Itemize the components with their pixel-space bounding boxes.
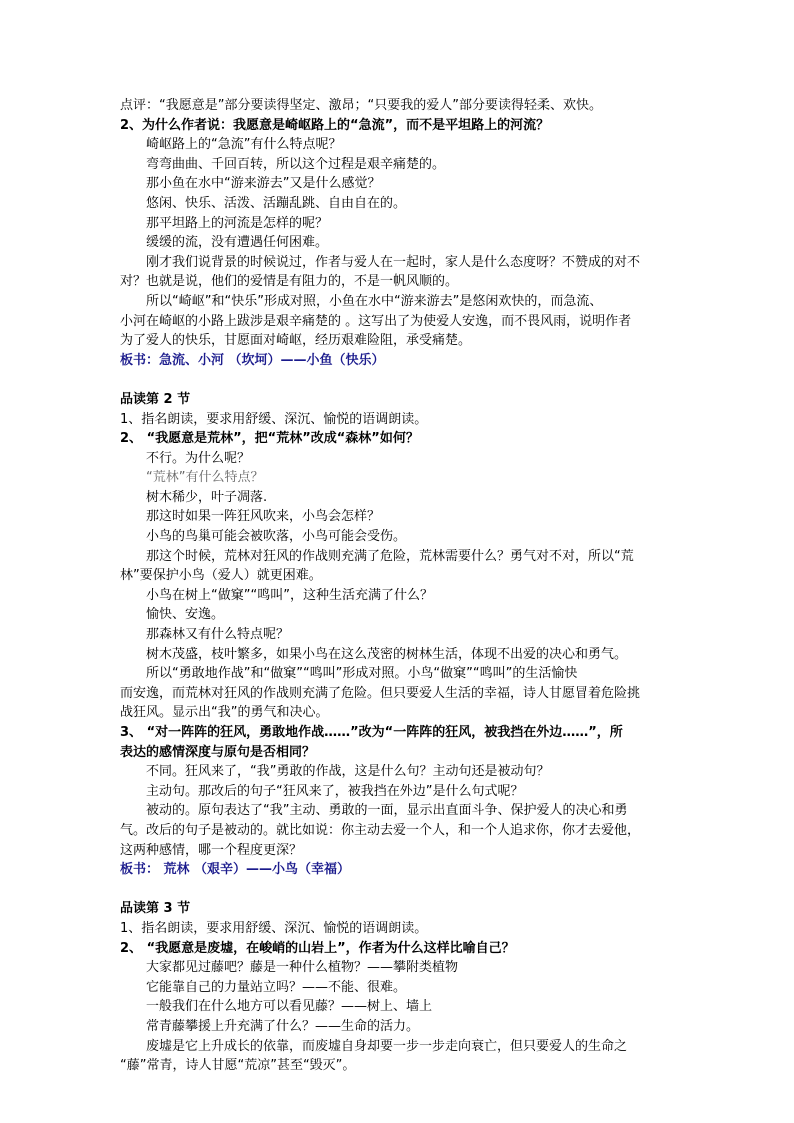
text-line: 树木茂盛，枝叶繁多，如果小鸟在这么茂密的树林生活，体现不出爱的决心和勇气。: [146, 646, 628, 662]
text-line: 树木稀少，叶子凋落.: [146, 489, 268, 505]
text-line: 小鸟在树上“做窠”“鸣叫”，这种生活充满了什么？: [146, 587, 433, 603]
text-line: 那森林又有什么特点呢？: [146, 627, 290, 643]
heading-line: 表达的感情深度与原句是否相同？: [120, 744, 316, 760]
text-line: 废墟是它上升成长的依靠，而废墟自身却要一步一步走向衰亡，但只要爱人的生命之: [146, 1038, 628, 1054]
text-line: 那小鱼在水中“游来游去”又是什么感觉？: [146, 176, 381, 192]
text-line: “藤”常青，诗人甘愿“荒凉”甚至“毁灭”。: [120, 1058, 356, 1074]
heading-line: 品读第 2 节: [120, 391, 191, 407]
board-note-line: 板书：急流、小河 （坎坷）——小鱼（快乐）: [120, 352, 385, 368]
heading-line: 品读第 3 节: [120, 901, 191, 917]
text-line: 被动的。原句表达了“我”主动、勇敢的一面，显示出直面斗争、保护爱人的决心和勇: [146, 803, 628, 819]
text-line: 这两种感情，哪一个程度更深？: [120, 842, 303, 858]
text-line: 不同。狂风来了，“我”勇敢的作战，这是什么句？主动句还是被动句？: [146, 764, 550, 780]
heading-line: 2、为什么作者说：我愿意是崎岖路上的“急流”，而不是平坦路上的河流？: [120, 117, 550, 133]
text-line: 不行。为什么呢？: [146, 450, 251, 466]
heading-line: 3、 “对一阵阵的狂风，勇敢地作战……”改为“一阵阵的狂风，被我挡在外边……”，所: [120, 725, 623, 740]
text-line: 小河在崎岖的小路上跋涉是艰辛痛楚的 。这写出了为使爱人安逸，而不畏风雨，说明作者: [120, 313, 632, 329]
text-line: 它能靠自己的力量站立吗？——不能、很难。: [146, 979, 407, 995]
text-line: 对？也就是说，他们的爱情是有阻力的，不是一帆风顺的。: [120, 274, 459, 290]
heading-line: 2、 “我愿意是废墟，在峻峭的山岩上”，作者为什么这样比喻自己？: [120, 940, 515, 956]
text-line: 小鸟的鸟巢可能会被吹落，小鸟可能会受伤。: [146, 529, 407, 545]
blank-line: [120, 880, 680, 900]
text-line: 气。改后的句子是被动的。就比如说：你主动去爱一个人，和一个人追求你，你才去爱他，: [120, 822, 641, 838]
text-line: 那这个时候，荒林对狂风的作战则充满了危险，荒林需要什么？勇气对不对，所以“荒: [146, 548, 634, 564]
document-page: [120, 96, 680, 1076]
text-line: 那平坦路上的河流是怎样的呢？: [146, 215, 329, 231]
text-line: 主动句。那改后的句子“狂风来了，被我挡在外边”是什么句式呢？: [146, 783, 524, 799]
text-line: 1、指名朗读，要求用舒缓、深沉、愉悦的语调朗读。: [120, 920, 428, 936]
text-line: 愉快、安逸。: [146, 607, 225, 623]
text-line: 战狂风。显示出“我”的勇气和决心。: [120, 705, 329, 721]
text-line: 弯弯曲曲、千回百转，所以这个过程是艰辛痛楚的。: [146, 156, 446, 172]
heading-line: 2、 “我愿意是荒林”，把“荒林”改成“森林”如何？: [120, 431, 419, 447]
text-line: 点评：“我愿意是”部分要读得坚定、激昂；“只要我的爱人”部分要读得轻柔、欢快。: [120, 98, 602, 113]
text-line: 常青藤攀援上升充满了什么？——生命的活力。: [146, 1018, 420, 1034]
text-line: 所以“崎岖”和“快乐”形成对照，小鱼在水中“游来游去”是悠闲欢快的，而急流、: [146, 293, 603, 309]
text-line: 而安逸，而荒林对狂风的作战则充满了危险。但只要爱人生活的幸福，诗人甘愿冒着危险挑: [120, 685, 641, 701]
board-note-line: 板书： 荒林 （艰辛）——小鸟（幸福）: [120, 862, 351, 878]
text-line: 一般我们在什么地方可以看见藤？——树上、墙上: [146, 999, 433, 1015]
text-line: 那这时如果一阵狂风吹来，小鸟会怎样？: [146, 509, 381, 525]
text-line: 为了爱人的快乐，甘愿面对崎岖，经历艰难险阻，承受痛楚。: [120, 333, 472, 349]
text-line: 所以“勇敢地作战”和“做窠”“鸣叫”形成对照。小鸟“做窠”“鸣叫”的生活愉快: [146, 666, 578, 682]
blank-line: [120, 370, 680, 390]
text-line: 悠闲、快乐、活泼、活蹦乱跳、自由自在的。: [146, 195, 407, 211]
text-line: 刚才我们说背景的时候说过，作者与爱人在一起时，家人是什么态度呀？不赞成的对不: [146, 254, 641, 270]
text-line: 大家都见过藤吧？藤是一种什么植物？——攀附类植物: [146, 960, 459, 976]
text-line: 1、指名朗读，要求用舒缓、深沉、愉悦的语调朗读。: [120, 411, 428, 427]
text-line: 林”要保护小鸟（爱人）就更困难。: [120, 568, 322, 584]
text-line: “荒林”有什么特点？: [146, 470, 264, 486]
text-line: 缓缓的流，没有遭遇任何困难。: [146, 235, 329, 251]
text-line: 崎岖路上的“急流”有什么特点呢？: [146, 137, 342, 153]
